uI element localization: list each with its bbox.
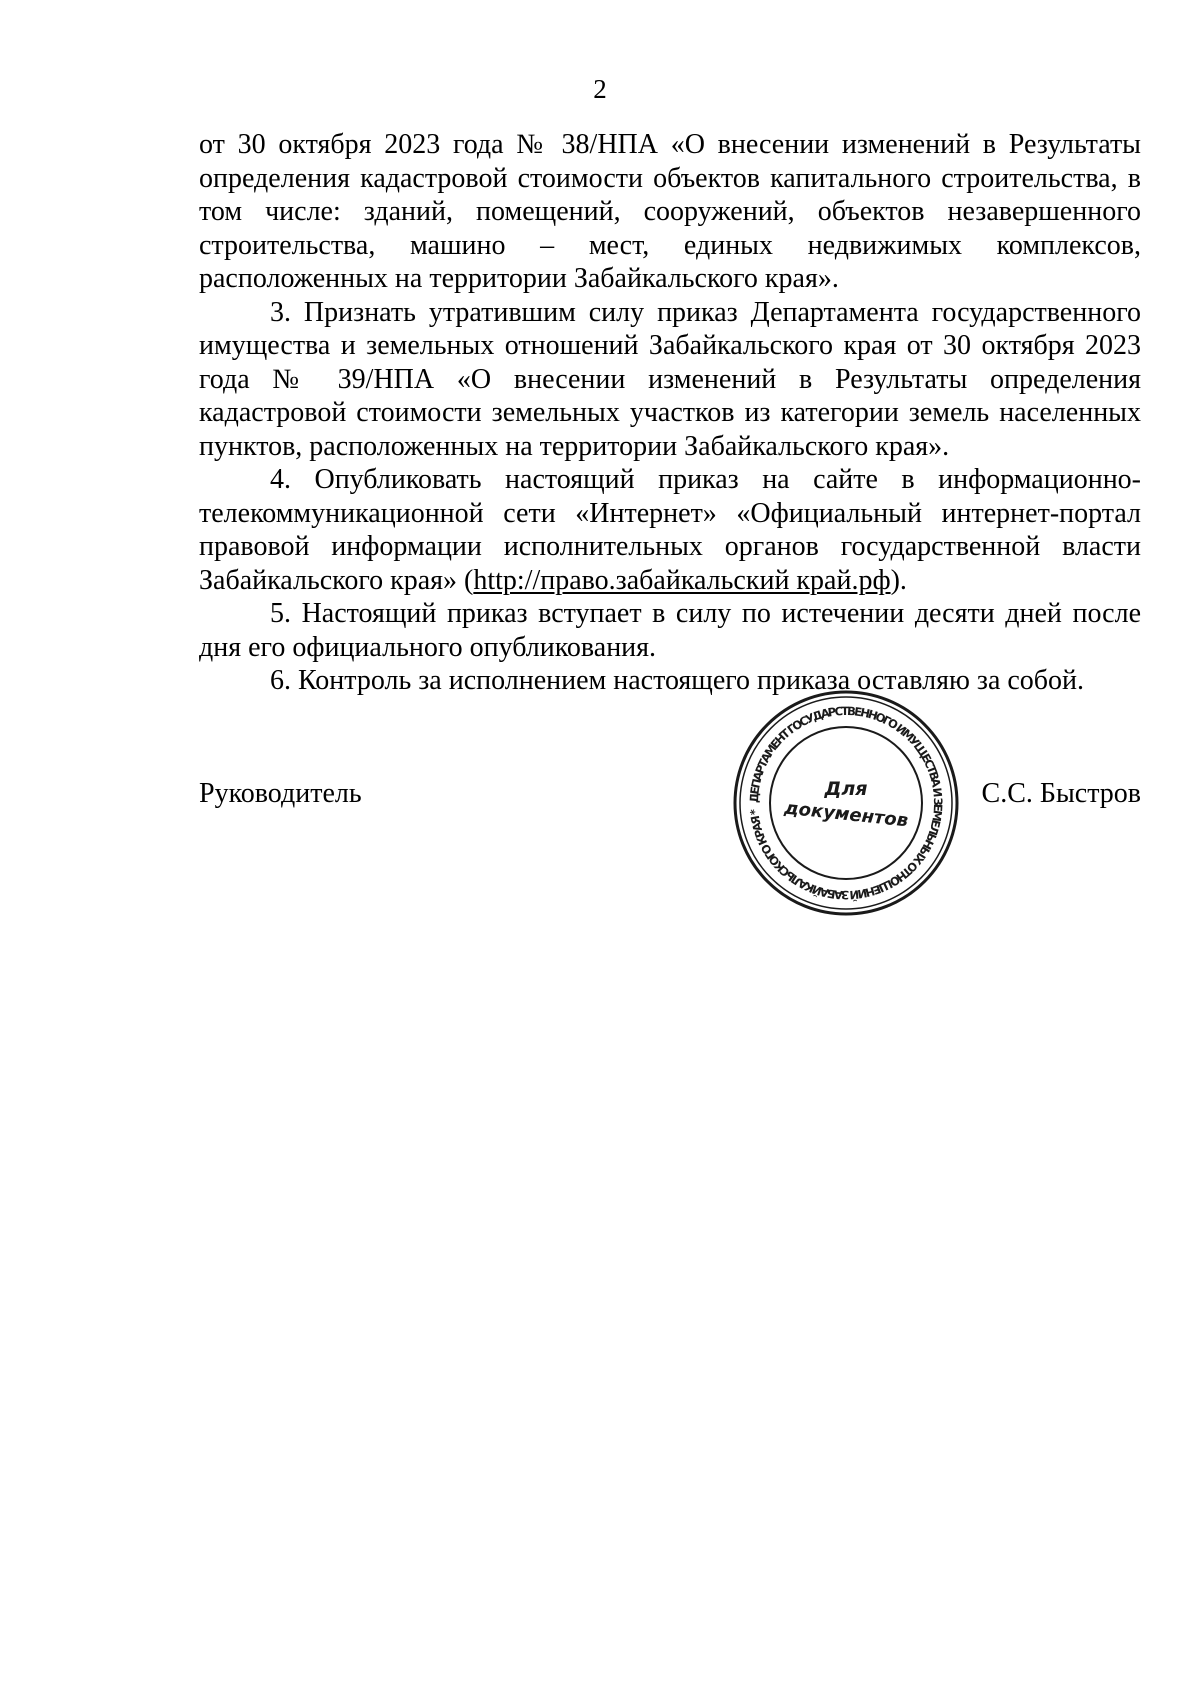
seal-center-line-2: документов — [783, 797, 910, 832]
paragraph-4-end: ). — [890, 564, 907, 596]
paragraph-1-line-3: том числе: зданий, помещений, сооружений, объектов незавершенного — [199, 196, 1141, 227]
signature-block — [199, 777, 1141, 817]
paragraph-1-line-4: строительства, машино – мест, единых недвижимых комплексов, — [199, 229, 1141, 261]
official-seal — [731, 688, 961, 918]
signatory-title: Руководитель — [199, 778, 362, 809]
paragraph-1-line-5: расположенных на территории Забайкальского края». — [199, 263, 839, 294]
paragraph-6: 6. Контроль за исполнением настоящего приказа оставляю за собой. — [270, 665, 1085, 696]
paragraph-4-text: 4. Опубликовать настоящий приказ на сайте в информационно-телекоммуникационной сети «Интернет» «Официальный интернет-портал правовой информации исполнительных органов государственной власти Забайкальского края» ( — [199, 464, 1141, 596]
paragraph-3: 3. Признать утратившим силу приказ Департамента государственного имущества и земельных отношений Забайкальского края от 30 октября 2023 года № 39/НПА «О внесении изменений в Результаты определения кадастровой стоимости земельных участков из категории земель населенных пунктов, расположенных на территории Забайкальского края». — [199, 296, 1141, 462]
seal-ring-text: ДЕПАРТАМЕНТ ГОСУДАРСТВЕННОГО ИМУЩЕСТВА И ЗЕМЕЛЬНЫХ ОТНОШЕНИЙ ЗАБАЙКАЛЬСКОГО КРАЯ * — [746, 703, 946, 903]
page-number: 2 — [593, 74, 607, 104]
portal-link[interactable]: http://право.забайкальский край.рф — [473, 564, 891, 596]
paragraph-4 — [199, 463, 1141, 597]
signatory-name: С.С. Быстров — [981, 778, 1141, 809]
paragraph-1-line-2: определения кадастровой стоимости объектов капитального строительства, в — [199, 162, 1141, 194]
paragraph-5: 5. Настоящий приказ вступает в силу по истечении десяти дней после дня его официального опубликования. — [199, 598, 1141, 663]
paragraph-1-line-1: от 30 октября 2023 года № 38/НПА «О внесении изменений в Результаты — [199, 129, 1141, 160]
seal-center-line-1: Для — [824, 778, 868, 800]
document-body — [199, 128, 1141, 698]
